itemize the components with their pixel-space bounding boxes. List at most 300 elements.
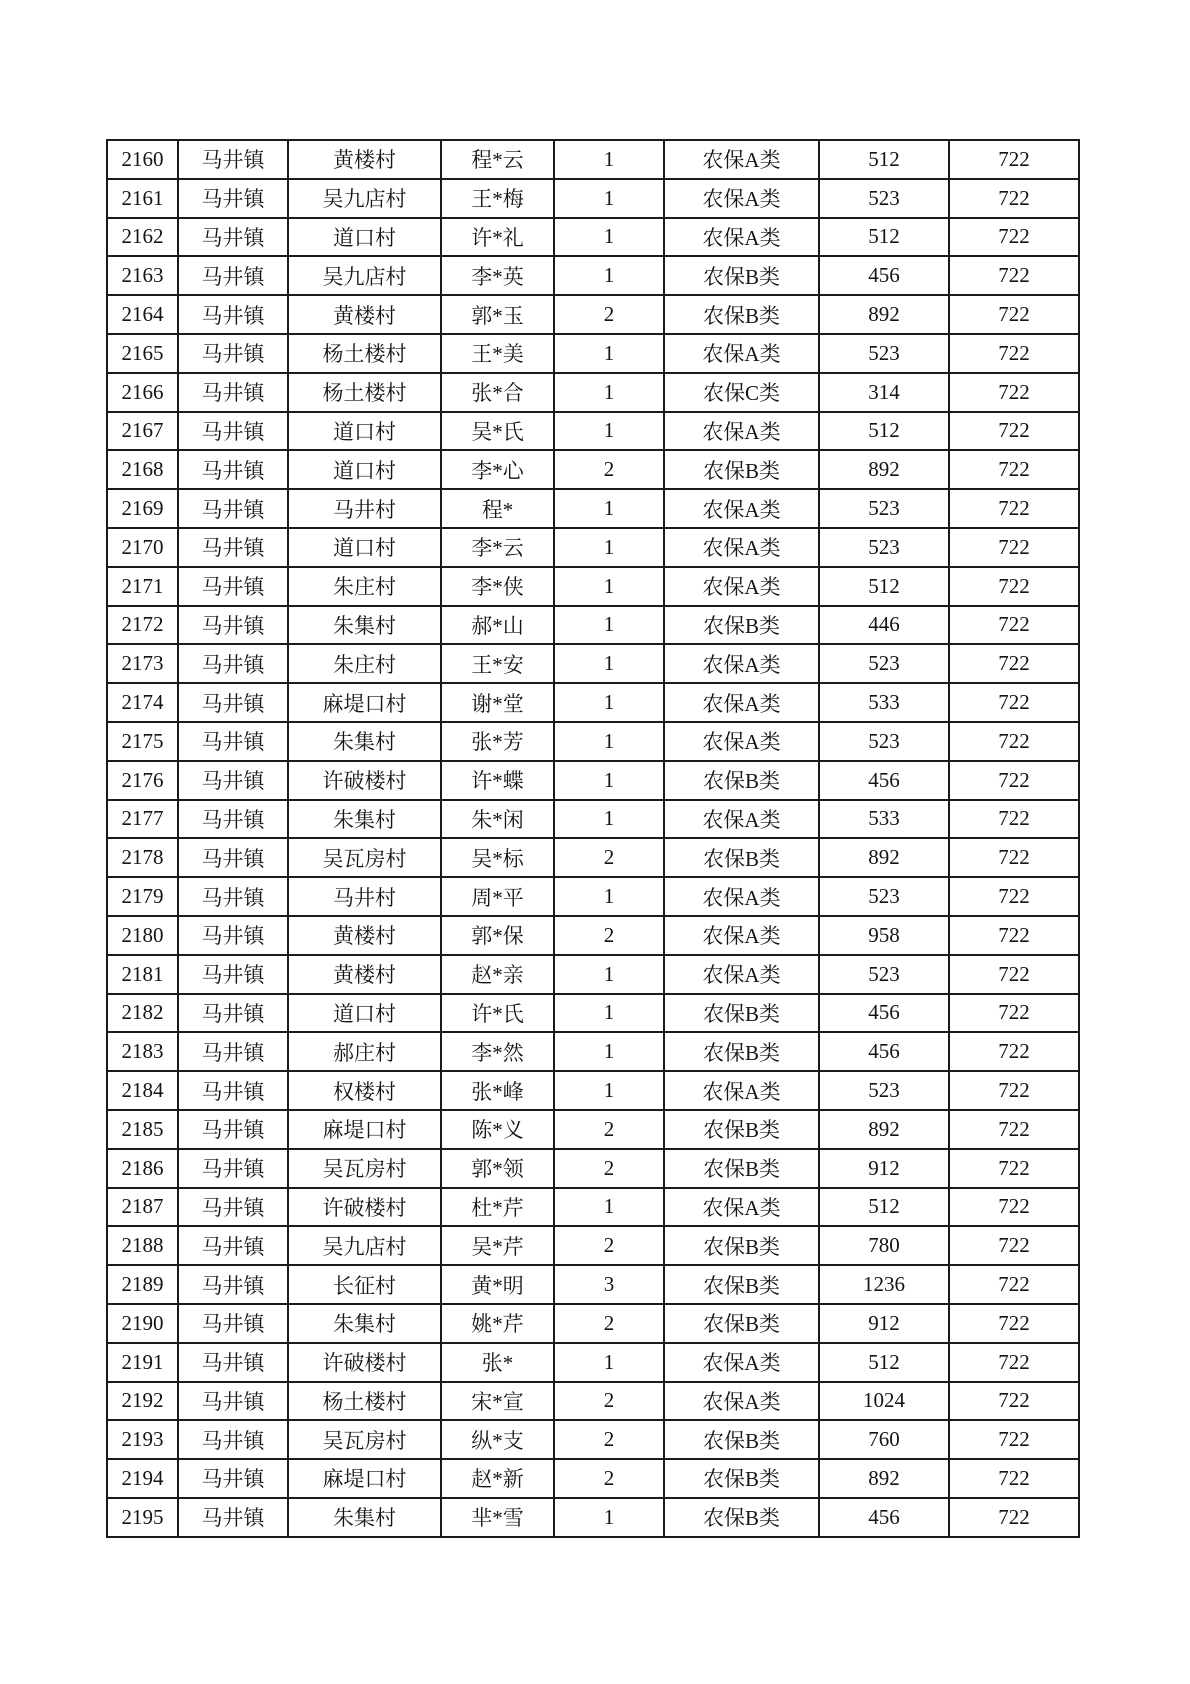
table-row [107,916,1079,955]
table-cell: 马井镇 [178,1226,288,1265]
table-cell: 1 [554,373,664,412]
table-row [107,800,1079,839]
table-cell: 吴瓦房村 [288,1420,441,1459]
table-cell: 农保B类 [664,295,819,334]
table-cell: 许破楼村 [288,1188,441,1227]
table-cell: 523 [819,1071,949,1110]
table-cell: 722 [949,761,1079,800]
table-cell: 郭*保 [441,916,554,955]
table-row [107,761,1079,800]
table-cell: 2195 [107,1498,178,1537]
table-cell: 722 [949,450,1079,489]
table-cell: 722 [949,994,1079,1033]
table-cell: 523 [819,528,949,567]
table-cell: 2180 [107,916,178,955]
table-row [107,722,1079,761]
table-cell: 朱集村 [288,722,441,761]
table-cell: 马井镇 [178,1071,288,1110]
table-cell: 722 [949,683,1079,722]
table-cell: 朱*闲 [441,800,554,839]
table-cell: 722 [949,1149,1079,1188]
table-cell: 1 [554,140,664,179]
table-cell: 2163 [107,256,178,295]
table-cell: 2185 [107,1110,178,1149]
table-cell: 456 [819,256,949,295]
table-cell: 722 [949,218,1079,257]
table-cell: 马井镇 [178,373,288,412]
table-cell: 农保A类 [664,528,819,567]
table-cell: 马井镇 [178,916,288,955]
table-cell: 马井镇 [178,1149,288,1188]
table-cell: 533 [819,800,949,839]
table-cell: 麻堤口村 [288,1110,441,1149]
table-cell: 1 [554,761,664,800]
table-cell: 2176 [107,761,178,800]
table-cell: 2171 [107,567,178,606]
table-cell: 2187 [107,1188,178,1227]
table-cell: 1 [554,1032,664,1071]
table-cell: 2186 [107,1149,178,1188]
table-cell: 1 [554,800,664,839]
table-cell: 农保A类 [664,644,819,683]
table-cell: 2194 [107,1459,178,1498]
table-cell: 马井镇 [178,1343,288,1382]
table-cell: 722 [949,838,1079,877]
table-cell: 2164 [107,295,178,334]
table-cell: 芈*雪 [441,1498,554,1537]
table-cell: 1 [554,489,664,528]
table-row [107,1498,1079,1537]
table-cell: 农保B类 [664,606,819,645]
table-cell: 1 [554,179,664,218]
table-row [107,644,1079,683]
table-cell: 农保A类 [664,1071,819,1110]
table-cell: 512 [819,218,949,257]
table-cell: 农保B类 [664,994,819,1033]
table-cell: 农保B类 [664,1498,819,1537]
table-cell: 523 [819,179,949,218]
table-cell: 456 [819,761,949,800]
table-cell: 722 [949,140,1079,179]
table-cell: 722 [949,334,1079,373]
table-cell: 2178 [107,838,178,877]
table-cell: 1 [554,1343,664,1382]
table-cell: 程*云 [441,140,554,179]
table-cell: 722 [949,1382,1079,1421]
table-cell: 农保B类 [664,1265,819,1304]
table-cell: 2160 [107,140,178,179]
table-cell: 722 [949,800,1079,839]
table-row [107,450,1079,489]
table-cell: 王*梅 [441,179,554,218]
table-cell: 陈*义 [441,1110,554,1149]
table-cell: 权楼村 [288,1071,441,1110]
table-cell: 2 [554,1226,664,1265]
table-row [107,838,1079,877]
table-cell: 马井镇 [178,1110,288,1149]
table-cell: 马井镇 [178,877,288,916]
table-row [107,140,1079,179]
table-cell: 722 [949,1304,1079,1343]
table-row [107,412,1079,451]
table-cell: 2190 [107,1304,178,1343]
table-cell: 1 [554,722,664,761]
table-cell: 农保B类 [664,1110,819,1149]
table-cell: 722 [949,412,1079,451]
table-cell: 892 [819,295,949,334]
table-cell: 2165 [107,334,178,373]
table-cell: 1024 [819,1382,949,1421]
table-cell: 456 [819,994,949,1033]
table-cell: 722 [949,567,1079,606]
table-cell: 农保B类 [664,256,819,295]
table-cell: 农保A类 [664,1382,819,1421]
table-cell: 朱庄村 [288,644,441,683]
table-cell: 农保A类 [664,1343,819,1382]
table-cell: 722 [949,1032,1079,1071]
table-cell: 958 [819,916,949,955]
table-cell: 1 [554,644,664,683]
table-row [107,218,1079,257]
table-cell: 农保A类 [664,683,819,722]
table-cell: 780 [819,1226,949,1265]
table-body [107,140,1079,1537]
table-cell: 1 [554,412,664,451]
table-row [107,955,1079,994]
table-cell: 农保C类 [664,373,819,412]
table-row [107,1265,1079,1304]
table-row [107,1149,1079,1188]
table-cell: 农保A类 [664,179,819,218]
table-cell: 2161 [107,179,178,218]
table-cell: 杨土楼村 [288,334,441,373]
table-cell: 吴瓦房村 [288,1149,441,1188]
table-cell: 722 [949,489,1079,528]
table-cell: 2168 [107,450,178,489]
table-cell: 农保A类 [664,877,819,916]
table-cell: 道口村 [288,450,441,489]
table-cell: 1 [554,683,664,722]
table-cell: 杨土楼村 [288,373,441,412]
table-row [107,1226,1079,1265]
table-cell: 722 [949,1110,1079,1149]
table-row [107,1188,1079,1227]
table-cell: 马井镇 [178,295,288,334]
table-cell: 2188 [107,1226,178,1265]
table-cell: 农保A类 [664,1188,819,1227]
table-cell: 农保B类 [664,761,819,800]
table-row [107,489,1079,528]
table-cell: 456 [819,1032,949,1071]
table-row [107,1071,1079,1110]
table-cell: 马井镇 [178,1382,288,1421]
table-cell: 1 [554,1071,664,1110]
table-cell: 722 [949,1420,1079,1459]
table-cell: 722 [949,877,1079,916]
table-cell: 赵*亲 [441,955,554,994]
table-row [107,1343,1079,1382]
table-cell: 912 [819,1304,949,1343]
table-cell: 程* [441,489,554,528]
table-row [107,1382,1079,1421]
table-cell: 523 [819,489,949,528]
table-row [107,567,1079,606]
table-cell: 黄楼村 [288,916,441,955]
table-cell: 1 [554,256,664,295]
table-cell: 892 [819,1459,949,1498]
table-cell: 2189 [107,1265,178,1304]
table-cell: 农保A类 [664,412,819,451]
table-cell: 722 [949,1226,1079,1265]
table-cell: 马井镇 [178,179,288,218]
table-row [107,1032,1079,1071]
table-cell: 马井镇 [178,1420,288,1459]
table-cell: 2 [554,1382,664,1421]
table-cell: 722 [949,256,1079,295]
table-cell: 郭*玉 [441,295,554,334]
table-cell: 农保B类 [664,1032,819,1071]
table-cell: 2 [554,1149,664,1188]
table-cell: 李*英 [441,256,554,295]
table-cell: 马井镇 [178,1188,288,1227]
table-cell: 农保A类 [664,218,819,257]
table-cell: 农保B类 [664,450,819,489]
table-cell: 黄*明 [441,1265,554,1304]
table-cell: 2 [554,1420,664,1459]
table-cell: 马井镇 [178,1032,288,1071]
table-cell: 2172 [107,606,178,645]
table-row [107,683,1079,722]
table-row [107,334,1079,373]
table-cell: 2184 [107,1071,178,1110]
table-cell: 马井镇 [178,994,288,1033]
table-cell: 1 [554,1498,664,1537]
table-cell: 446 [819,606,949,645]
table-row [107,994,1079,1033]
table-cell: 朱集村 [288,800,441,839]
table-cell: 农保B类 [664,1226,819,1265]
table-cell: 朱庄村 [288,567,441,606]
table-cell: 道口村 [288,218,441,257]
table-cell: 1 [554,994,664,1033]
table-cell: 2169 [107,489,178,528]
table-cell: 王*安 [441,644,554,683]
table-cell: 吴九店村 [288,1226,441,1265]
table-cell: 722 [949,373,1079,412]
table-row [107,606,1079,645]
table-cell: 李*云 [441,528,554,567]
table-cell: 道口村 [288,412,441,451]
table-cell: 523 [819,334,949,373]
table-cell: 黄楼村 [288,955,441,994]
table-cell: 533 [819,683,949,722]
table-row [107,373,1079,412]
table-cell: 马井镇 [178,218,288,257]
table-cell: 马井镇 [178,334,288,373]
table-cell: 周*平 [441,877,554,916]
table-row [107,256,1079,295]
table-row [107,528,1079,567]
table-cell: 朱集村 [288,1498,441,1537]
table-cell: 722 [949,606,1079,645]
table-cell: 2192 [107,1382,178,1421]
table-cell: 许破楼村 [288,761,441,800]
table-cell: 512 [819,412,949,451]
table-cell: 722 [949,955,1079,994]
table-cell: 农保A类 [664,722,819,761]
table-cell: 892 [819,450,949,489]
table-cell: 722 [949,179,1079,218]
table-cell: 2 [554,838,664,877]
table-cell: 朱集村 [288,606,441,645]
table-cell: 2173 [107,644,178,683]
table-cell: 农保B类 [664,1149,819,1188]
table-cell: 马井镇 [178,1498,288,1537]
table-cell: 马井镇 [178,1265,288,1304]
table-cell: 马井镇 [178,140,288,179]
table-cell: 2167 [107,412,178,451]
table-cell: 2174 [107,683,178,722]
table-cell: 许破楼村 [288,1343,441,1382]
table-cell: 马井镇 [178,1304,288,1343]
table-cell: 马井镇 [178,955,288,994]
table-cell: 512 [819,1343,949,1382]
table-cell: 1 [554,606,664,645]
table-cell: 农保B类 [664,838,819,877]
table-cell: 3 [554,1265,664,1304]
table-cell: 姚*芹 [441,1304,554,1343]
table-cell: 2 [554,916,664,955]
table-cell: 1 [554,218,664,257]
table-cell: 郝*山 [441,606,554,645]
table-cell: 黄楼村 [288,140,441,179]
table-cell: 吴*芹 [441,1226,554,1265]
table-cell: 王*美 [441,334,554,373]
table-cell: 512 [819,1188,949,1227]
records-table [106,139,1080,1538]
table-cell: 523 [819,955,949,994]
table-cell: 吴九店村 [288,256,441,295]
table-cell: 马井镇 [178,489,288,528]
table-cell: 许*氏 [441,994,554,1033]
table-cell: 2 [554,295,664,334]
table-cell: 722 [949,644,1079,683]
table-cell: 农保A类 [664,567,819,606]
table-cell: 马井镇 [178,412,288,451]
table-row [107,1459,1079,1498]
table-cell: 郝庄村 [288,1032,441,1071]
table-cell: 523 [819,722,949,761]
table-row [107,1420,1079,1459]
table-cell: 1 [554,1188,664,1227]
table-cell: 黄楼村 [288,295,441,334]
table-row [107,877,1079,916]
table-cell: 523 [819,644,949,683]
table-cell: 纵*支 [441,1420,554,1459]
table-cell: 512 [819,140,949,179]
table-cell: 2179 [107,877,178,916]
table-cell: 农保A类 [664,800,819,839]
table-cell: 麻堤口村 [288,683,441,722]
table-cell: 2181 [107,955,178,994]
table-cell: 2191 [107,1343,178,1382]
table-cell: 2193 [107,1420,178,1459]
table-cell: 2183 [107,1032,178,1071]
table-cell: 许*蝶 [441,761,554,800]
table-cell: 张*芳 [441,722,554,761]
table-cell: 马井镇 [178,567,288,606]
table-cell: 朱集村 [288,1304,441,1343]
table-cell: 马井镇 [178,644,288,683]
table-cell: 722 [949,528,1079,567]
table-cell: 2166 [107,373,178,412]
table-cell: 512 [819,567,949,606]
table-cell: 马井镇 [178,761,288,800]
table-cell: 722 [949,722,1079,761]
table-cell: 农保B类 [664,1459,819,1498]
table-row [107,1304,1079,1343]
table-cell: 722 [949,1459,1079,1498]
table-cell: 谢*堂 [441,683,554,722]
table-cell: 道口村 [288,528,441,567]
table-cell: 1 [554,528,664,567]
table-row [107,295,1079,334]
table-cell: 吴瓦房村 [288,838,441,877]
table-cell: 722 [949,916,1079,955]
table-cell: 马井镇 [178,722,288,761]
table-cell: 农保B类 [664,1304,819,1343]
table-cell: 1 [554,567,664,606]
table-cell: 宋*宣 [441,1382,554,1421]
table-cell: 马井镇 [178,528,288,567]
table-cell: 1 [554,334,664,373]
table-cell: 892 [819,1110,949,1149]
table-cell: 456 [819,1498,949,1537]
table-cell: 杜*芹 [441,1188,554,1227]
table-cell: 杨土楼村 [288,1382,441,1421]
table-cell: 2175 [107,722,178,761]
table-cell: 马井镇 [178,606,288,645]
table-cell: 农保B类 [664,1420,819,1459]
table-cell: 张*峰 [441,1071,554,1110]
table-cell: 722 [949,1265,1079,1304]
table-cell: 722 [949,1343,1079,1382]
table-cell: 2182 [107,994,178,1033]
table-cell: 2 [554,450,664,489]
table-cell: 农保A类 [664,489,819,528]
table-cell: 马井镇 [178,450,288,489]
table-cell: 马井镇 [178,256,288,295]
table-cell: 道口村 [288,994,441,1033]
table-cell: 马井村 [288,489,441,528]
table-cell: 马井镇 [178,838,288,877]
table-cell: 麻堤口村 [288,1459,441,1498]
table-cell: 许*礼 [441,218,554,257]
table-cell: 吴*标 [441,838,554,877]
table-cell: 马井镇 [178,800,288,839]
table-cell: 李*侠 [441,567,554,606]
table-cell: 2 [554,1304,664,1343]
table-row [107,1110,1079,1149]
table-cell: 马井村 [288,877,441,916]
table-cell: 长征村 [288,1265,441,1304]
table-cell: 722 [949,1498,1079,1537]
table-cell: 722 [949,1188,1079,1227]
table-cell: 2 [554,1110,664,1149]
table-cell: 722 [949,1071,1079,1110]
table-cell: 314 [819,373,949,412]
table-cell: 农保A类 [664,916,819,955]
